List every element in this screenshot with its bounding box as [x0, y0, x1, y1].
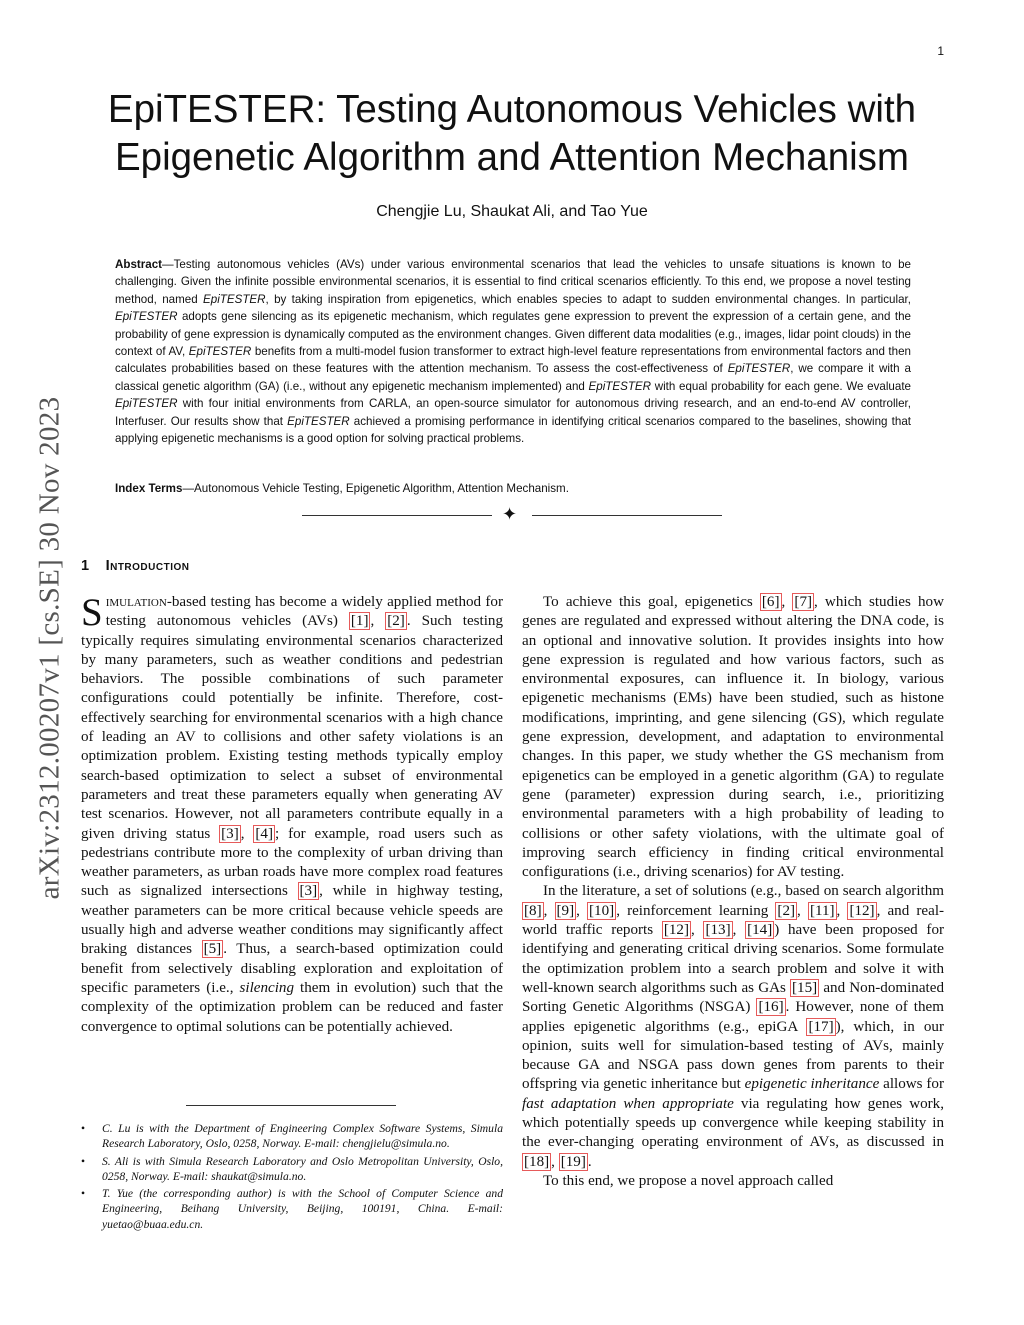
lead-in-word: imulation [105, 594, 167, 610]
citation-link[interactable]: [14] [747, 922, 773, 939]
footnote-text: S. Ali is with Simula Research Laboratory and Oslo Metropolitan University, Oslo, 0258, Norway. E-mail: shaukat@simula.no. [102, 1154, 503, 1183]
citation-link[interactable]: [17] [808, 1018, 834, 1035]
abstract-text: , we compare it with a classical genetic algorithm (GA) (i.e., without any epigenetic mechanism implemented) and [115, 362, 911, 393]
body-text: ), which, in our opinion, suits well for simulation-based testing of AVs, mainly because GA and NSGA pass down genes from parents to their offspring via genetic inheritance but [522, 1018, 944, 1093]
body-text: , [836, 902, 848, 919]
body-text: ) have been proposed for identifying and generating critical driving scenarios. Some formulate the optimization problem into a search problem and solve it with well-known search algorithms such as GAs [522, 922, 945, 996]
divider-diamond-icon: ✦ [502, 504, 518, 525]
divider-rule-right [532, 515, 722, 516]
divider-rule-left [302, 515, 492, 516]
method-name: EpiTESTER [203, 292, 266, 306]
body-text: , [543, 902, 555, 919]
body-text: , [797, 902, 808, 919]
abstract [115, 256, 911, 447]
authors: Chengjie Lu, Shaukat Ali, and Tao Yue [376, 203, 648, 220]
citation-link[interactable]: [12] [849, 902, 875, 919]
section-title: Introduction [105, 558, 190, 574]
abstract-text: , by taking inspiration from epigenetics, which enables species to adapt to sudden environmental changes. In particular, [265, 292, 911, 306]
footnote-item [81, 1154, 503, 1185]
citation-link[interactable]: [7] [794, 594, 813, 610]
footnote-text: C. Lu is with the Department of Engineering Complex Software Systems, Simula Research Laboratory, Oslo, 0258, Norway. E-mail: chengjielu@simula.no. [102, 1122, 503, 1151]
citation-link[interactable]: [11] [809, 902, 835, 919]
citation-link[interactable]: [3] [299, 883, 318, 900]
abstract-text: achieved a promising performance in identifying critical scenarios compared to the baselines, showing that applying epigenetic mechanisms is a good option for solving practical problems. [115, 414, 911, 446]
citation-link[interactable]: [13] [705, 922, 731, 939]
abstract-label: Abstract [115, 258, 163, 271]
intro-paragraph [81, 593, 503, 1037]
citation-link[interactable]: [4] [255, 825, 274, 842]
right-column [522, 593, 944, 1191]
body-text: . Thus, a search-based optimization could benefit from selectively disabling exploration and exploitation of specific parameters (i.e., [81, 941, 504, 996]
body-paragraph [522, 882, 944, 1171]
citation-link[interactable]: [18] [524, 1153, 550, 1170]
body-paragraph [522, 593, 944, 882]
body-text: , reinforcement learning [616, 902, 776, 919]
footnote-item [81, 1121, 503, 1152]
body-text: , and real-world traffic reports [522, 902, 945, 939]
footnote-text: T. Yue (the corresponding author) is with the School of Computer Science and Engineering, Beihang University, Beijing, 100191, China. E-mail: yuetao@buaa.edu.cn. [102, 1187, 503, 1231]
footnotes [81, 1121, 503, 1234]
citation-link[interactable]: [12] [663, 922, 689, 939]
emphasis-text: silencing [239, 979, 295, 996]
body-text: ; for example, road users such as pedestrians contribute more to the complexity of urban driving than weather parameters, as urban roads have more complex road features such as signalized intersections [81, 825, 504, 900]
body-text: , while in highway testing, weather parameters can be more critical because vehicle speeds are usually high and adverse weather conditions may significantly affect braking distances [81, 883, 503, 958]
section-number: 1 [81, 558, 90, 574]
abstract-text: —Testing autonomous vehicles (AVs) under various environmental scenarios that lead the vehicles to unsafe situations is known to be challenging. Given the infinite possible environmental scenarios, it is essential to find critical scenarios efficiently. To this end, we propose a novel testing method, named [115, 258, 911, 306]
body-text: and Non-dominated Sorting Genetic Algorithms (NSGA) [522, 979, 944, 1016]
method-name: EpiTESTER [727, 362, 791, 376]
body-text: , [732, 922, 746, 939]
citation-link[interactable]: [3] [221, 825, 239, 842]
body-text: , [551, 1153, 559, 1170]
body-paragraph: To this end, we propose a novel approach called [543, 1172, 834, 1189]
method-name: EpiTESTER [287, 414, 350, 428]
citation-link[interactable]: [15] [792, 979, 818, 996]
citation-link[interactable]: [5] [203, 941, 222, 958]
body-text: , [576, 902, 588, 919]
citation-link[interactable]: [16] [758, 999, 784, 1016]
body-text: , [370, 613, 386, 630]
body-text: allows for [879, 1076, 944, 1093]
title-line-1: EpiTESTER: Testing Autonomous Vehicles with [107, 88, 917, 131]
body-text: , which studies how genes are regulated and expressed without altering the DNA code, is an optional and innovative solution. It provides insights into how gene expression is regulated and how various factors, such as environmental exposures, can influence it. In biology, various epigenetic mechanisms (EMs) have been studied, such as histone modifications, imprinting, and gene silencing (GS), which regulate gene expression, development, and adaptation to environmental changes. In this paper, we study whether the GS mechanism from epigenetics can be employed in a genetic algorithm (GA) to regulate gene (parameter) expression during search, i.e., prioritizing environmental parameters with a high probability of leading to collisions or other safety violations, with the ultimate goal of improving search efficiency in finding critical environmental configurations (i.e., driving scenarios) for AV testing. [522, 594, 945, 881]
footnote-rule [186, 1105, 396, 1106]
citation-link[interactable]: [6] [761, 594, 780, 610]
method-name: EpiTESTER [115, 397, 178, 411]
index-terms-label: Index Terms [115, 482, 183, 495]
body-text: , [240, 825, 254, 842]
left-column [81, 593, 503, 1037]
bullet-icon: • [81, 1187, 86, 1201]
body-text: . [587, 1153, 592, 1170]
body-text: , [690, 922, 704, 939]
emphasis-text: fast adaptation when appropriate [522, 1095, 734, 1112]
arxiv-side-stamp: arXiv:2312.00207v1 [cs.SE] 30 Nov 2023 [33, 396, 66, 900]
bullet-icon: • [81, 1154, 86, 1168]
drop-cap: S [81, 591, 103, 634]
footnote-item [81, 1186, 503, 1232]
page-number: 1 [937, 44, 944, 58]
body-text: . However, none of them applies epigenetic algorithms (e.g., epiGA [522, 999, 944, 1035]
abstract-text: with equal probability for each gene. We evaluate [651, 379, 911, 393]
body-text: -based testing has become a widely applied method for testing autonomous vehicles (AVs) [105, 594, 503, 630]
paper-title [70, 86, 954, 182]
citation-link[interactable]: [2] [777, 902, 796, 919]
method-name: EpiTESTER [188, 345, 252, 359]
bullet-icon: • [81, 1122, 86, 1135]
citation-link[interactable]: [8] [524, 902, 542, 919]
method-name: EpiTESTER [115, 310, 178, 324]
body-text: . Such testing typically requires simulating environmental scenarios characterized by many parameters, such as weather conditions and pedestrian behaviors. The possible combinations of such parameter configurations could potentially be infinite. Therefore, cost-effectively searching for environmental scenarios with a high chance of leading an AV to collisions and other safety violations is an optimization problem. Existing testing methods typically employ search-based optimization to select a subset of environmental parameters and treat these parameters equally when generating AV test scenarios. However, not all parameters contribute equally in a given driving status [81, 613, 503, 842]
citation-link[interactable]: [9] [556, 902, 575, 919]
body-text: To achieve this goal, epigenetics [543, 594, 760, 610]
citation-link[interactable]: [19] [560, 1153, 586, 1170]
body-text: via regulating how genes work, which potentially speeds up convergence while keeping stability in the ever-changing operating environment of AVs, as discussed in [522, 1095, 945, 1151]
abstract-text: with four initial environments from CARLA, an open-source simulator for autonomous driving research, and an end-to-end AV controller, Interfuser. Our results show that [115, 397, 911, 428]
title-line-2: Epigenetic Algorithm and Attention Mechanism [115, 136, 909, 179]
abstract-text: benefits from a multi-model fusion transformer to extract high-level feature representations from environmental factors and then calculates probabilities based on these features with the attention mechanism. To assess the cost-effectiveness of [115, 345, 911, 376]
body-text: them in evolution) such that the complexity of the optimization problem can be reduced and faster convergence to optimal solutions can be potentially achieved. [81, 979, 503, 1035]
emphasis-text: epigenetic inheritance [744, 1076, 880, 1093]
index-terms [115, 482, 911, 495]
citation-link[interactable]: [1] [350, 613, 369, 630]
abstract-text: adopts gene silencing as its epigenetic mechanism, which regulates gene expression to prevent the expression of a certain gene, and the probability of gene expression is dynamically computed as the environment changes. Given different data modalities (e.g., images, lidar point clouds) in the context of AV, [115, 310, 911, 359]
body-text: , [781, 594, 793, 610]
body-text: In the literature, a set of solutions (e.g., based on search algorithm [543, 883, 944, 900]
citation-link[interactable]: [10] [589, 902, 615, 919]
method-name: EpiTESTER [588, 379, 652, 393]
section-heading [81, 558, 190, 574]
citation-link[interactable]: [2] [387, 613, 405, 630]
index-terms-text: —Autonomous Vehicle Testing, Epigenetic Algorithm, Attention Mechanism. [182, 482, 569, 495]
